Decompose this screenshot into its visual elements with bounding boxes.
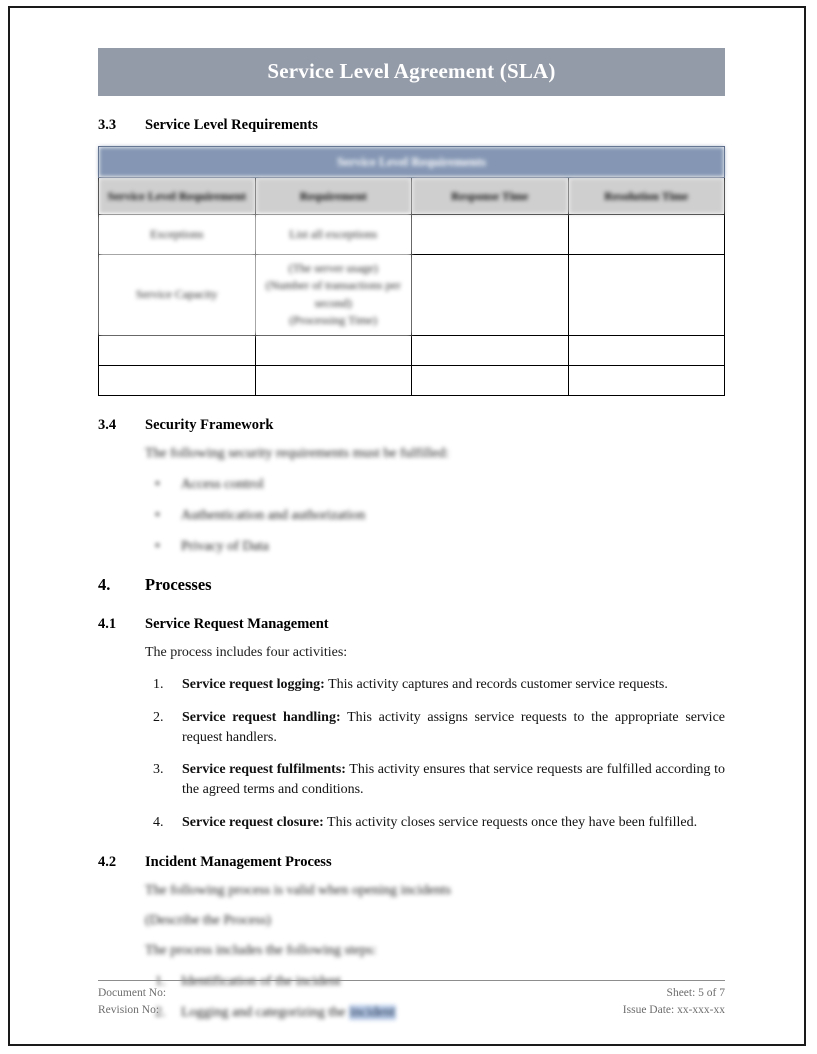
heading-3-4 [98, 417, 725, 434]
cell-requirement: List all exceptions [255, 215, 412, 255]
list-item: • Authentication and authorization [145, 506, 725, 526]
table-row [99, 365, 725, 395]
table-row [99, 255, 725, 336]
heading-4-title: Processes [145, 575, 212, 595]
table-row [99, 215, 725, 255]
heading-4-1-number: 4.1 [98, 616, 117, 633]
heading-4-1-title: Service Request Management [145, 616, 329, 633]
document-body [98, 48, 725, 1023]
incident-process-intro: The following process is valid when opening incidents [145, 883, 451, 899]
column-header-requirement-name: Service Level Requirement [99, 178, 256, 215]
incident-process-placeholder: (Describe the Process) [145, 912, 271, 928]
activity-description: This activity assigns service requests to the appropriate service request handlers. [182, 709, 725, 745]
cell-requirement-name: Exceptions [99, 215, 256, 255]
selected-text-highlight[interactable]: incident [349, 1005, 396, 1020]
heading-4 [98, 575, 725, 595]
activity-description: This activity ensures that service requests are fulfilled according to the agreed terms and conditions. [182, 762, 725, 798]
security-framework-intro: The following security requirements must be fulfilled: [145, 445, 450, 461]
heading-3-3-title: Service Level Requirements [145, 117, 318, 134]
activity-title: Service request closure: [182, 814, 324, 830]
cell-requirement [255, 365, 412, 395]
cell-requirement-name: Service Capacity [99, 255, 256, 336]
cell-resolution-time [568, 215, 725, 255]
heading-3-4-title: Security Framework [145, 416, 274, 433]
page-footer [98, 980, 725, 1018]
heading-4-2 [98, 854, 725, 871]
table-header-row [99, 178, 725, 215]
cell-requirement: (The server usage) (Number of transactions per second) (Processing Time) [255, 255, 412, 336]
service-request-intro: The process includes four activities: [145, 645, 348, 661]
column-header-response-time: Response Time [412, 178, 569, 215]
cell-resolution-time [568, 255, 725, 336]
activity-title: Service request logging: [182, 677, 325, 693]
cell-requirement-name [99, 335, 256, 365]
list-item [145, 708, 725, 749]
footer-document-no: Document No: [98, 987, 167, 999]
service-level-requirements-table [98, 146, 725, 396]
page-content-area [10, 8, 804, 1044]
security-requirements-list [145, 475, 725, 558]
column-header-resolution-time: Resolution Time [568, 178, 725, 215]
activity-title: Service request fulfilments: [182, 762, 346, 778]
heading-4-2-title: Incident Management Process [145, 854, 332, 871]
heading-4-1 [98, 616, 725, 633]
heading-4-number: 4. [98, 575, 111, 595]
heading-3-3 [98, 117, 725, 134]
heading-3-3-number: 3.3 [98, 117, 117, 134]
step-text: Identification of the incident [181, 973, 341, 989]
list-item: • Access control [145, 475, 725, 495]
document-title-banner: Service Level Agreement (SLA) [98, 48, 725, 96]
cell-resolution-time [568, 335, 725, 365]
activity-title: Service request handling: [182, 709, 341, 725]
list-item [145, 760, 725, 801]
cell-response-time [412, 215, 569, 255]
footer-issue-date: Issue Date: xx-xxx-xx [622, 1003, 725, 1016]
heading-3-4-number: 3.4 [98, 416, 117, 433]
cell-requirement-name [99, 365, 256, 395]
activity-description: This activity captures and records customer service requests. [324, 677, 668, 693]
cell-requirement [255, 335, 412, 365]
document-page [8, 6, 806, 1046]
list-item [145, 813, 725, 833]
list-item: • Privacy of Data [145, 537, 725, 557]
footer-sheet-number: Sheet: 5 of 7 [666, 987, 725, 999]
service-request-activities-list [145, 675, 725, 833]
activity-description: This activity closes service requests once they have been fulfilled. [323, 814, 698, 830]
column-header-requirement: Requirement [255, 178, 412, 215]
table-row [99, 335, 725, 365]
step-text: Logging and categorizing the [181, 1005, 349, 1020]
incident-steps-intro: The process includes the following steps: [145, 942, 377, 958]
cell-resolution-time [568, 365, 725, 395]
footer-row-1 [98, 985, 725, 1002]
footer-row-2 [98, 1002, 725, 1019]
table-caption: Service Level Requirements [99, 147, 725, 178]
cell-response-time [412, 365, 569, 395]
cell-response-time [412, 335, 569, 365]
footer-revision-no: Revision No: [98, 1003, 160, 1016]
heading-4-2-number: 4.2 [98, 854, 117, 871]
cell-response-time [412, 255, 569, 336]
list-item [145, 675, 725, 695]
table-caption-row [99, 147, 725, 178]
